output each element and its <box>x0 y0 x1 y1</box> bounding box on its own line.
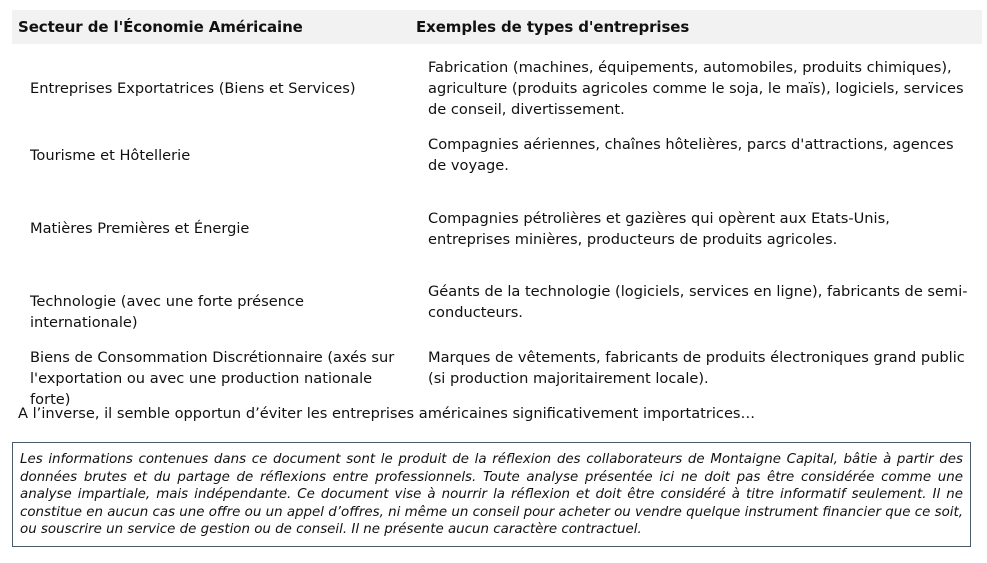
sector-cell: Entreprises Exportatrices (Biens et Services) <box>30 80 356 97</box>
table-header <box>12 10 982 44</box>
note-text: A l’inverse, il semble opportun d’éviter les entreprises américaines significativement importatrices… <box>18 405 756 422</box>
sector-cell: Biens de Consommation Discrétionnaire (axés sur l'exportation ou avec une production nationale forte) <box>30 349 395 408</box>
header-sector: Secteur de l'Économie Américaine <box>18 18 303 36</box>
examples-cell: Géants de la technologie (logiciels, services en ligne), fabricants de semi-conducteurs. <box>428 283 968 321</box>
sector-cell: Matières Premières et Énergie <box>30 220 250 237</box>
disclaimer-box: Les informations contenues dans ce document sont le produit de la réflexion des collaborateurs de Montaigne Capital, bâtie à partir des données brutes et du partage de réflexions entre professionnels. Toute analyse présentée ici ne doit pas être considérée comme une analyse impartiale, mais indépendante. Ce document vise à nourrir la réflexion et doit être considéré à titre informatif seulement. Il ne constitue en aucun cas une offre ou un appel d’offres, ni même un conseil pour acheter ou vendre quelque instrument financier que ce soit, ou souscrire un service de gestion ou de conseil. Il ne présente aucun caractère contractuel. <box>12 442 971 547</box>
examples-cell: Compagnies aériennes, chaînes hôtelières, parcs d'attractions, agences de voyage. <box>428 136 954 174</box>
examples-cell: Marques de vêtements, fabricants de produits électroniques grand public (si production majoritairement locale). <box>428 349 965 387</box>
sector-cell: Tourisme et Hôtellerie <box>30 147 191 164</box>
examples-cell: Compagnies pétrolières et gazières qui opèrent aux Etats-Unis, entreprises minières, producteurs de produits agricoles. <box>428 210 890 248</box>
sector-cell: Technologie (avec une forte présence internationale) <box>30 293 304 331</box>
header-examples: Exemples de types d'entreprises <box>416 18 690 36</box>
examples-cell: Fabrication (machines, équipements, automobiles, produits chimiques), agriculture (produits agricoles comme le soja, le maïs), logiciels, services de conseil, divertissement. <box>428 59 964 118</box>
